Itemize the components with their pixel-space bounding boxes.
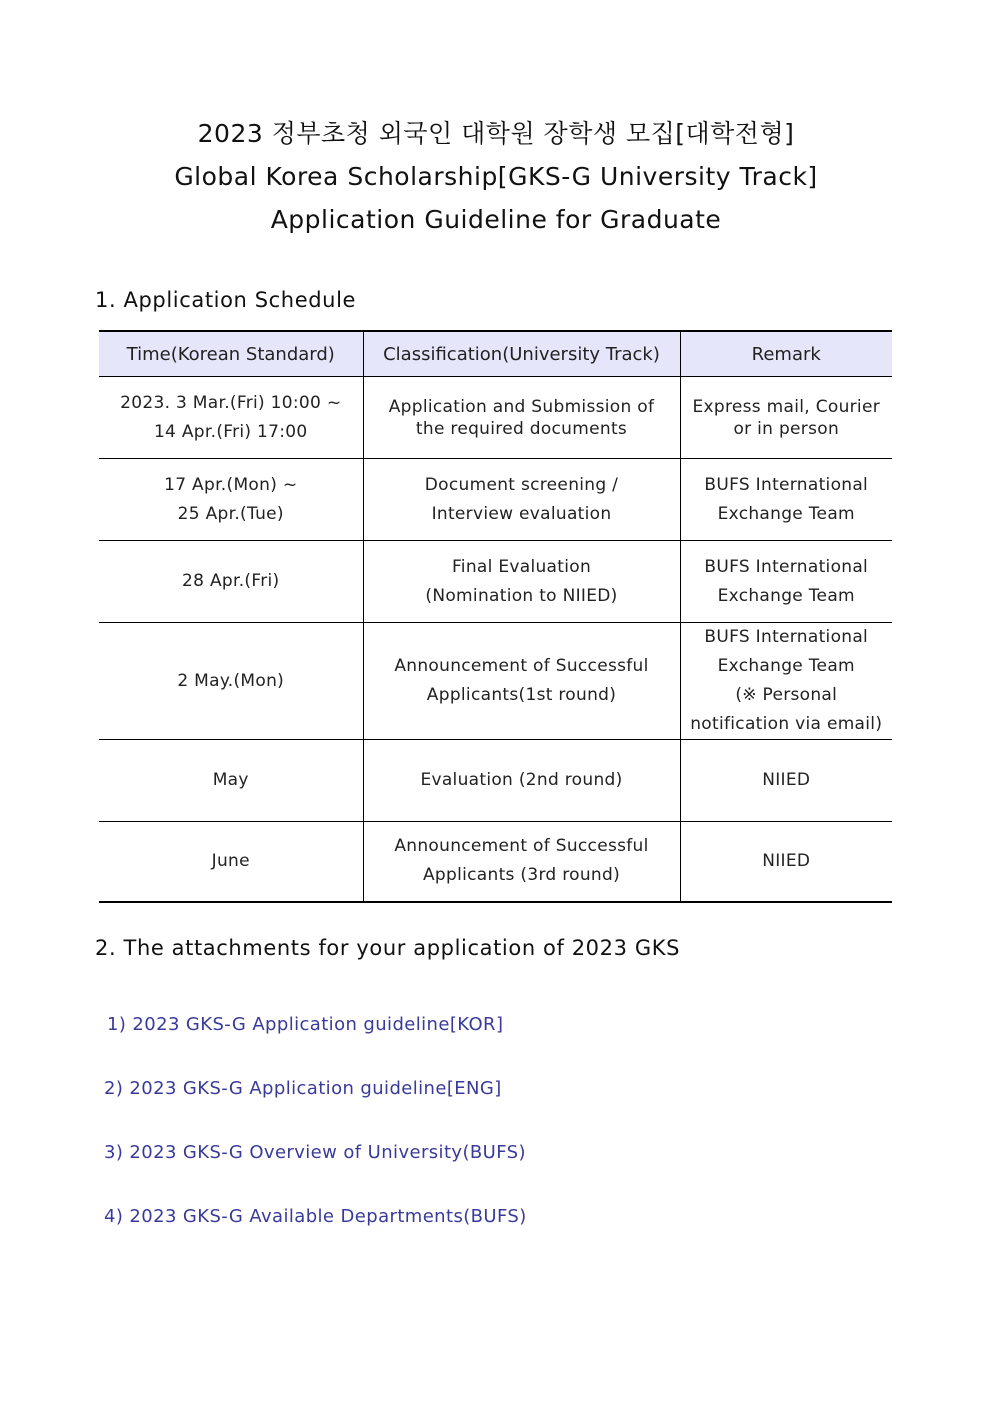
cell-text: 14 Apr.(Fri) 17:00 — [153, 421, 308, 442]
cell-classification — [363, 623, 680, 740]
cell-text: BUFS International — [704, 627, 869, 647]
cell-text: NIIED — [762, 850, 811, 871]
attachment-link-available-departments[interactable]: 4) 2023 GKS-G Available Departments(BUFS) — [104, 1206, 527, 1227]
cell-text: Announcement of Successful — [394, 836, 649, 857]
cell-remark — [680, 541, 892, 623]
cell-time — [99, 623, 363, 740]
column-header-time: Time(Korean Standard) — [99, 331, 363, 377]
title-korean: 2023 정부초청 외국인 대학원 장학생 모집[대학전형] — [197, 119, 795, 148]
cell-text: Express mail, Courier — [692, 396, 881, 417]
cell-text: Document screening / — [424, 474, 619, 495]
table-row — [99, 740, 892, 822]
cell-text: BUFS International — [704, 474, 869, 495]
cell-time — [99, 459, 363, 541]
schedule-table — [99, 330, 892, 903]
cell-text: 2 May.(Mon) — [177, 670, 285, 691]
cell-remark — [680, 459, 892, 541]
cell-text: Final Evaluation — [451, 556, 592, 577]
cell-text: Exchange Team — [717, 503, 855, 524]
document-title — [0, 112, 992, 241]
table-row — [99, 541, 892, 623]
cell-text: BUFS International — [704, 556, 869, 577]
cell-text: 25 Apr.(Tue) — [177, 503, 284, 524]
cell-text: Exchange Team — [717, 656, 855, 676]
table-row — [99, 623, 892, 740]
cell-remark — [680, 740, 892, 822]
column-header-classification: Classification(University Track) — [363, 331, 680, 377]
cell-text: Applicants (3rd round) — [422, 865, 621, 886]
title-guideline: Application Guideline for Graduate — [270, 205, 722, 234]
cell-classification — [363, 822, 680, 902]
cell-text: 28 Apr.(Fri) — [182, 571, 280, 591]
cell-text: Interview evaluation — [431, 503, 612, 524]
cell-time — [99, 377, 363, 459]
cell-text: the required documents — [415, 418, 628, 439]
attachment-link-university-overview[interactable]: 3) 2023 GKS-G Overview of University(BUFS) — [104, 1142, 526, 1163]
cell-classification — [363, 459, 680, 541]
cell-time — [99, 822, 363, 902]
attachments-heading: 2. The attachments for your application of 2023 GKS — [95, 936, 681, 960]
attachment-link-eng-guideline[interactable]: 2) 2023 GKS-G Application guideline[ENG] — [104, 1078, 502, 1099]
title-english: Global Korea Scholarship[GKS-G University Track] — [174, 162, 818, 191]
cell-text: 2023. 3 Mar.(Fri) 10:00 ~ — [120, 392, 342, 413]
cell-text: NIIED — [762, 770, 811, 790]
cell-text: (※ Personal — [735, 685, 838, 705]
cell-remark — [680, 623, 892, 740]
table-row — [99, 822, 892, 902]
attachments-list — [104, 1010, 527, 1266]
cell-text: Application and Submission of — [388, 396, 655, 417]
cell-time — [99, 740, 363, 822]
table-header-row — [99, 331, 892, 377]
cell-text: Announcement of Successful — [394, 656, 649, 676]
cell-text: May — [212, 770, 249, 790]
cell-text: or in person — [733, 418, 840, 439]
cell-classification — [363, 377, 680, 459]
cell-text: June — [211, 850, 250, 871]
column-header-remark: Remark — [680, 331, 892, 377]
cell-text: 17 Apr.(Mon) ~ — [164, 474, 298, 495]
cell-text: Applicants(1st round) — [426, 685, 617, 705]
table-row — [99, 459, 892, 541]
cell-text: (Nomination to NIIED) — [425, 585, 618, 606]
cell-text: Evaluation (2nd round) — [420, 770, 623, 790]
cell-remark — [680, 377, 892, 459]
cell-classification — [363, 740, 680, 822]
cell-remark — [680, 822, 892, 902]
cell-text: Exchange Team — [717, 585, 855, 606]
table-row — [99, 377, 892, 459]
cell-time — [99, 541, 363, 623]
schedule-heading: 1. Application Schedule — [95, 288, 357, 312]
cell-text: notification via email) — [690, 714, 883, 734]
attachment-link-kor-guideline[interactable]: 1) 2023 GKS-G Application guideline[KOR] — [107, 1014, 504, 1035]
cell-classification — [363, 541, 680, 623]
